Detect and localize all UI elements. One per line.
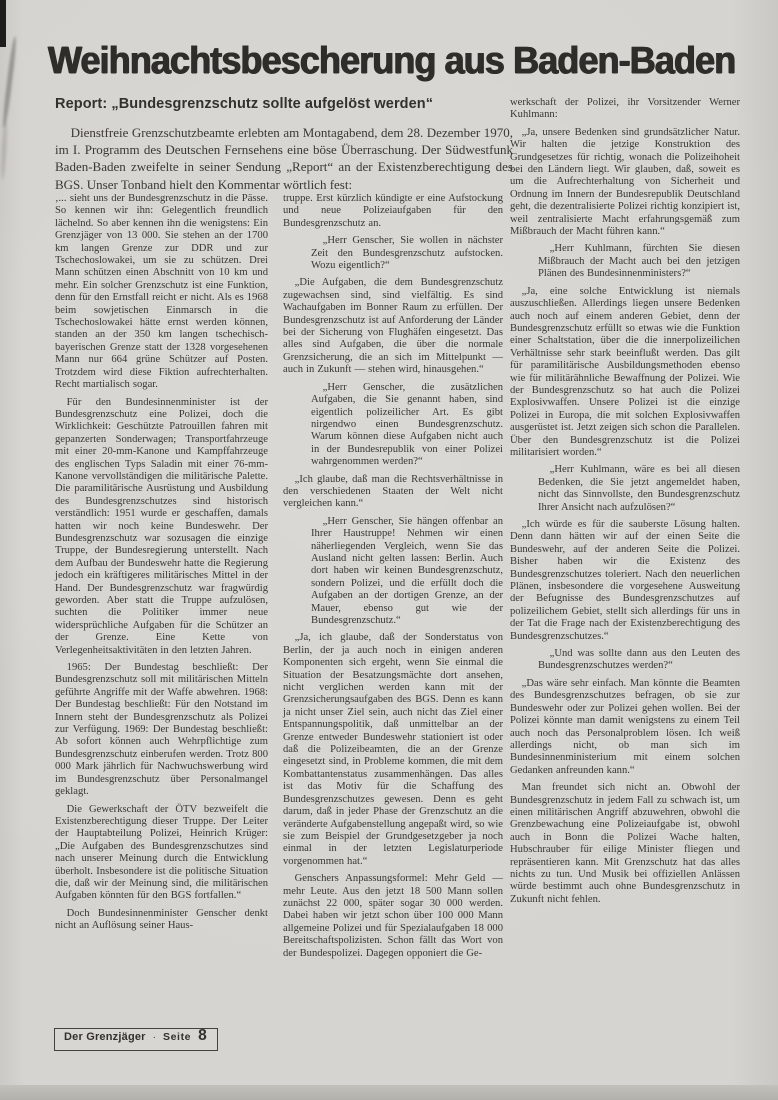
page-footer: [54, 1028, 218, 1051]
paragraph: „Ja, ich glaube, daß der Sonderstatus von Berlin, der ja auch noch in einigen anderen Komponenten sich ergeht, wenn Sie einmal die Situation der Besatzungsmächte dort ansehen, nicht verglichen werden kann mit der Grenzsicherungsaufgaben des BGS. Denn es kann ja nicht unser Ziel sein, auch nicht das Ziel einer Entspannungspolitik, daß unmittelbar an der Grenze entweder Bundeswehr stationiert ist oder daß die Polizeibeamten, die an der Grenze eingesetzt sind, in Probleme kommen, die mit dem Kombattantenstatus zusammenhängen. Das alles ist das Motiv für die Schaffung des Bundesgrenzschutzes gewesen. Denn es geht darum, daß in jeder Phase der Grenzschutz an die veränderte Aufgabenstellung angepaßt wird, so wie sie zum Beispiel der Grundgesetzgeber ja noch einmal in der letzten Legislaturperiode vorgenommen hat.“: [283, 632, 503, 867]
scan-edge-mark: [0, 0, 6, 47]
paragraph: 1965: Der Bundestag beschließt: Der Bundesgrenzschutz soll mit militärischen Mitteln geführte Angriffe mit der Waffe abwehren. 1968: Der Bundestag beschließt: Für den Notstand im Innern steht der Bundesgrenzschutz als Polizei zur Verfügung. 1969: Der Bundestag beschließt: Ab sofort können auch Wehrpflichtige zum Bundesgrenzschutz einberufen werden. Trotz 800 000 Mark jährlich für Nachwuchswerbung wird im Bundesgrenzschutz über Personalmangel geklagt.: [55, 662, 268, 798]
paragraph: „Herr Genscher, die zusätzlichen Aufgaben, die Sie genannt haben, sind eigentlich polizeilicher Art. Es gibt nirgendwo einen Bundesgrenzschutz. Warum können diese Aufgaben nicht auch in der Bundesrepublik von einer Polizei wahrgenommen werden?“: [311, 381, 503, 468]
paragraph: „Das wäre sehr einfach. Man könnte die Beamten des Bundesgrenzschutzes befragen, ob sie zur Bundeswehr oder zur Polizei gehen wollen. Bei der Polizei könnte man damit wenigstens zu einem Teil auch noch das Personalproblem lösen. Ich weiß allerdings nicht, ob man sich im Bundesinnenministerium mit einem solchen Gedanken anfreunden kann.“: [510, 677, 740, 776]
page-number: 8: [198, 1027, 207, 1044]
text-column-1: [55, 193, 268, 938]
article-title: Weihnachtsbescherung aus Baden-Baden: [48, 40, 736, 82]
text-column-3: [510, 97, 740, 911]
paragraph: „Und was sollte dann aus den Leuten des Bundesgrenzschutzes werden?“: [538, 648, 740, 672]
paragraph: „Ja, eine solche Entwicklung ist niemals auszuschließen. Allerdings liegen unsere Bedenken auch noch auf einem anderen Gebiet, denn der Bundesgrenzschutz erfüllt so etwas wie die Funktion einer Schaltstation, über die die innerpolizeilichen Verhältnisse sehr stark beeinflußt werden. Das gilt für paramilitärische Ausbildungsmethoden ebenso wie für militärähnliche Bewaffnung der Polizei. Wie der Bundesgrenzschutz so hat auch die Polizei Explosivwaffen. Unsere Polizei ist die einzige Polizei in Europa, die mit solchen Explosivwaffen ausgerüstet ist. Jetzt zeigen sich schon die Parallelen. Über den Bundesgrenzschutz ist die Polizei militarisiert worden.“: [510, 285, 740, 458]
paragraph: ‚... sieht uns der Bundesgrenzschutz in die Pässe. So kennen wir ihn: Gelegentlich freundlich lächelnd. So aber kennen ihn die wenigstens: Ein Grenzjäger von 13 000. Sie stehen an der 1700 km langen Grenze zur DDR und zur Tschechoslowakei, um sie zu schützen. Drei Mann schützen einen Abschnitt von 10 km und mehr. Ein solcher Grenzschutz ist eine Funktion, denn für den Ernstfall reicht er nicht. Als es 1968 beim sowjetischen Einmarsch in die Tschechoslowakei hätte ernst werden können, standen an der 350 km langen tschechisch-bayerischen Grenze statt der 1328 vorgesehenen Mann nur 664 grüne Schützer auf Posten. Trotzdem wird diese Fiktion aufrechterhalten. Recht martialisch sogar.: [55, 193, 268, 391]
paragraph: „Herr Kuhlmann, fürchten Sie diesen Mißbrauch der Macht auch bei den jetzigen Plänen des Bundesinnenministers?“: [538, 243, 740, 280]
paragraph: „Die Aufgaben, die dem Bundesgrenzschutz zugewachsen sind, sind vielfältig. Es sind Wachaufgaben im Bonner Raum zu erfüllen. Der Bundesgrenzschutz ist auf Anforderung der Länder bei der Sicherung von Flughäfen eingesetzt. Das alles sind Aufgaben, die über die normale Grenzsicherung, die an sich im Mittelpunkt — auch in Zukunft — stehen wird, hinausgehen.“: [283, 277, 503, 376]
paragraph: „Herr Genscher, Sie wollen in nächster Zeit den Bundesgrenzschutz aufstocken. Wozu eigentlich?“: [311, 235, 503, 272]
paragraph: Genschers Anpassungsformel: Mehr Geld — mehr Leute. Aus den jetzt 18 500 Mann sollen zunächst 22 000, später sogar 30 000 werden. Dabei haben wir jetzt schon über 100 000 Mann allgemeine Polizei und für Spezialaufgaben 18 000 Bereitschaftspolizisten. Schon fällt das Wort von der Bundespolizei. Dagegen opponiert die Ge-: [283, 873, 503, 959]
paragraph: Man freundet sich nicht an. Obwohl der Bundesgrenzschutz in jedem Fall zu schwach ist, um einen militärischen Angriff abzuwehren, obwohl die Grenzbewachung eine Polizeiaufgabe ist, obwohl auch in Bonn die Polizei Wache halten, Hubschrauber für eilige Minister fliegen und repräsentieren kann. Mit Grenzschutz hat das alles nichts zu tun. Und Musik bei offiziellen Anlässen würde bestimmt auch ohne Bundesgrenzschutz in Zukunft nicht fehlen.: [510, 782, 740, 905]
scan-smudge-artifact: [1, 36, 17, 128]
paragraph: truppe. Erst kürzlich kündigte er eine Aufstockung und neue Polizeiaufgaben für den Bundesgrenzschutz an.: [283, 193, 503, 229]
paragraph: „Ja, unsere Bedenken sind grundsätzlicher Natur. Wir halten die jetzige Konstruktion des Grundgesetzes für richtig, wonach die Polizeihoheit bei den Ländern liegt. Wir glauben, daß, soweit es um die Aufrechterhaltung von Sicherheit und Ordnung im Innern der Bundesrepublik Deutschland geht, die dezentralisierte Polizei richtig konzipiert ist, weil zentralisierte Macht erfahrungsgemäß zum Mißbrauch der Macht führen kann.“: [510, 126, 740, 238]
paragraph: „Herr Kuhlmann, wäre es bei all diesen Bedenken, die Sie jetzt angemeldet haben, nicht das Sinnvollste, den Bundesgrenzschutz Ihrer Ansicht nach aufzulösen?“: [538, 464, 740, 513]
intro-paragraph: Dienstfreie Grenzschutzbeamte erlebten am Montagabend, dem 28. Dezember 1970, im I. Programm des Deutschen Fernsehens eine böse Überraschung. Der Südwestfunk Baden-Baden zweifelte in seiner Sendung „Report“ an der Existenzberechtigung des BGS. Unser Tonband hielt den Kommentar wörtlich fest:: [55, 125, 513, 192]
footer-separator: ·: [152, 1032, 157, 1043]
paragraph: Die Gewerkschaft der ÖTV bezweifelt die Existenzberechtigung dieser Truppe. Der Leiter der Hauptabteilung Polizei, Heinrich Krüger: „Die Aufgaben des Bundesgrenzschutzes sind nach unserer Meinung durch die Entwicklung überholt. Insbesondere ist die politische Situation die, daß wir der Meinung sind, die militärischen Aufgaben könnten für den BGS fortfallen.“: [55, 803, 268, 902]
paragraph: Doch Bundesinnenminister Genscher denkt nicht an Auflösung seiner Haus-: [55, 907, 268, 932]
scan-smudge-artifact: [0, 120, 7, 180]
page-label: Seite: [163, 1031, 192, 1043]
scan-background-band: [0, 1085, 778, 1100]
article-subheading: Report: „Bundesgrenzschutz sollte aufgelöst werden“: [55, 96, 434, 112]
paragraph: „Ich würde es für die sauberste Lösung halten. Denn dann hätten wir auf der einen Seite die Bundeswehr, auf der anderen Seite die Polizei. Bisher haben wir die Existenz des Bundesgrenzschutzes toleriert. Nach den neuerlichen Plänen, insbesondere die vorgesehene Ausweitung der Befugnisse des Bundesgrenzschutzes auf polizeilichem Gebiet, stellt sich allerdings für uns in der Tat die Frage nach der Existenzberechtigung des Bundesgrenzschutzes.“: [510, 519, 740, 642]
paragraph: Für den Bundesinnenminister ist der Bundesgrenzschutz eine Polizei, doch die Wirklichkeit: Geschützte Patrouillen fahren mit gepanzerten Sonderwagen; Transportfahrzeuge mit einer 20-mm-Kanone und Kampffahrzeuge des englischen Typs Saladin mit einer 76-mm-Kanone vervollständigen die militärische Palette. Die paramilitärische Ausrüstung und Ausbildung des Bundesgrenzschutzes sind historisch verständlich: 1951 wurde er geschaffen, damals hatten wir noch keine Bundeswehr. Der Bundesgrenzschutz war sozusagen die einzige Truppe, der Bundesregierung unterstellt. Nach dem Aufbau der Bundeswehr hatte die Regierung jedoch ein kräftigeres militärisches Mittel in der Hand. Der Bundesgrenzschutz war fragwürdig geworden. Aber statt die Truppe aufzulösen, suchten die Politiker immer neue widersprüchliche Aufgaben für die Schützer an der Grenze. Eine Kette von Verlegenheitsaktivitäten in den letzten Jahren.: [55, 396, 268, 656]
text-column-2: [283, 193, 503, 965]
paragraph: „Herr Genscher, Sie hängen offenbar an Ihrer Haustruppe! Nehmen wir einen näherliegenden Vergleich, wenn Sie das Ausland nicht gelten lassen: Berlin. Auch dort haben wir keinen Bundesgrenzschutz, sondern Polizei, und die erfüllt doch die Aufgaben an der dortigen Grenze, an der Mauer, ebenso gut wie der Bundesgrenzschutz.“: [311, 515, 503, 626]
magazine-name: Der Grenzjäger: [64, 1031, 146, 1043]
paragraph: werkschaft der Polizei, ihr Vorsitzender Werner Kuhlmann:: [510, 97, 740, 121]
paragraph: „Ich glaube, daß man die Rechtsverhältnisse in den verschiedenen Staaten der Welt nicht vergleichen kann.“: [283, 473, 503, 510]
